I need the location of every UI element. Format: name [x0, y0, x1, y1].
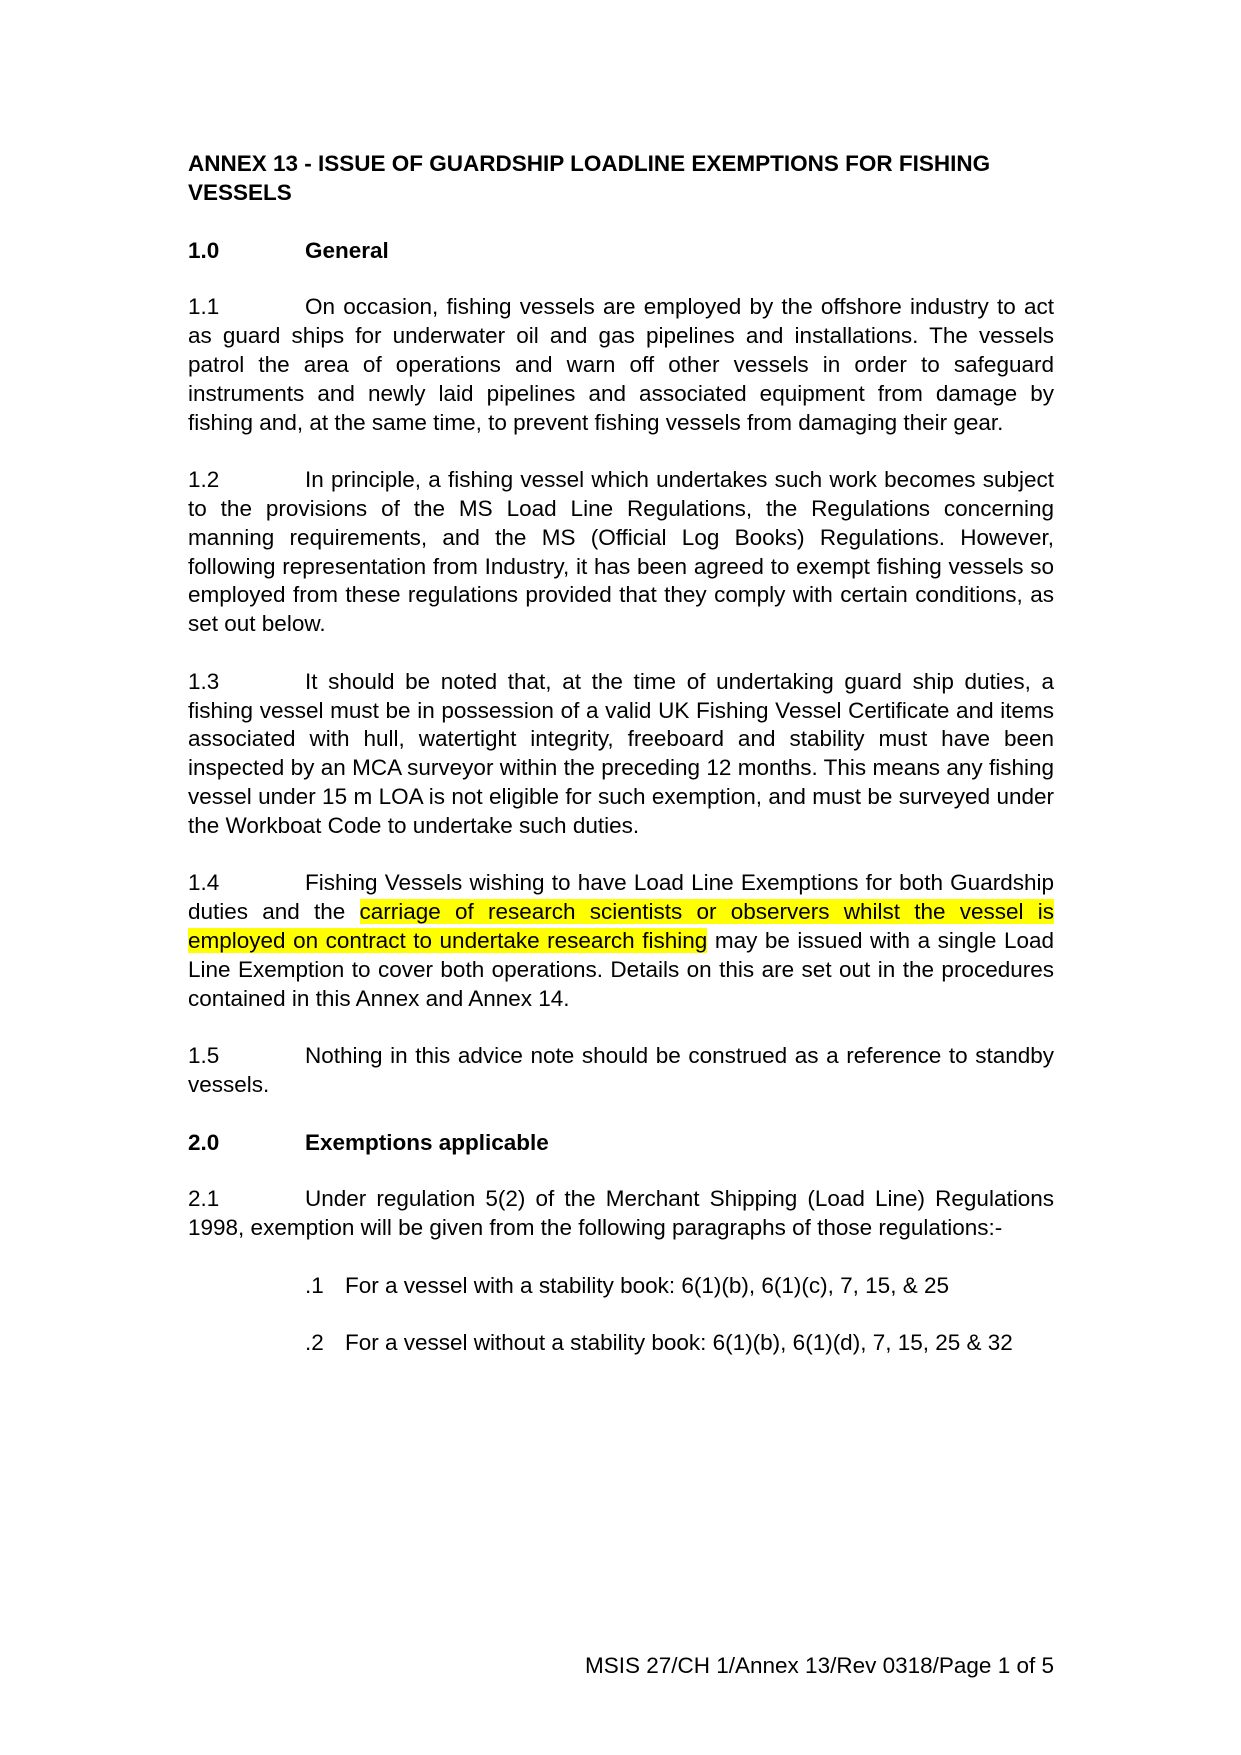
list-item-number: .2: [305, 1330, 324, 1356]
section-title: General: [305, 237, 389, 263]
paragraph-number: 1.4: [188, 870, 220, 896]
list-item-number: .1: [305, 1272, 324, 1298]
paragraph-text: Under regulation 5(2) of the Merchant Shipping (Load Line) Regulations 1998, exemption will be given from the following paragraphs of those regulations:-: [188, 1186, 1054, 1241]
paragraph-text-before: Fishing Vessels wishing to have Load Line Exemptions for both Guardship duties and the: [188, 870, 1054, 925]
section-number: 1.0: [188, 237, 220, 263]
section-heading-general: [188, 237, 1054, 266]
paragraph-number: 1.5: [188, 1043, 220, 1069]
highlighted-text: carriage of research scientists or observers whilst the vessel is employed on contract to undertake research fishing: [188, 899, 1054, 953]
list-item-text: For a vessel without a stability book: 6(1)(b), 6(1)(d), 7, 15, 25 & 32: [345, 1330, 1013, 1356]
paragraph-1-3: [188, 668, 1054, 841]
paragraph-text-after: may be issued with a single Load Line Exemption to cover both operations. Details on this are set out in the procedures contained in this Annex and Annex 14.: [188, 927, 1054, 1011]
paragraph-number: 2.1: [188, 1186, 220, 1212]
paragraph-text: Nothing in this advice note should be construed as a reference to standby vessels.: [188, 1043, 1054, 1097]
paragraph-1-5: [188, 1042, 1054, 1100]
paragraph-number: 1.1: [188, 294, 220, 320]
list-item: [305, 1329, 1054, 1358]
document-title: ANNEX 13 - ISSUE OF GUARDSHIP LOADLINE EXEMPTIONS FOR FISHING VESSELS: [188, 151, 991, 205]
paragraph-text: It should be noted that, at the time of undertaking guard ship duties, a fishing vessel must be in possession of a valid UK Fishing Vessel Certificate and items associated with hull, watertight integrity, freeboard and stability must have been inspected by an MCA surveyor within the preceding 12 months. This means any fishing vessel under 15 m LOA is not eligible for such exemption, and must be surveyed under the Workboat Code to undertake such duties.: [188, 668, 1054, 838]
section-heading-exemptions: [188, 1129, 1054, 1158]
list-item-text: For a vessel with a stability book: 6(1)(b), 6(1)(c), 7, 15, & 25: [345, 1272, 949, 1298]
paragraph-1-4: [188, 869, 1054, 1013]
section-number: 2.0: [188, 1129, 220, 1155]
page-footer: MSIS 27/CH 1/Annex 13/Rev 0318/Page 1 of 5: [584, 1653, 1054, 1678]
paragraph-text: On occasion, fishing vessels are employed by the offshore industry to act as guard ships for underwater oil and gas pipelines and installations. The vessels patrol the area of operations and warn off other vessels in order to safeguard instruments and newly laid pipelines and associated equipment from damage by fishing and, at the same time, to prevent fishing vessels from damaging their gear.: [188, 294, 1054, 435]
list-item: [305, 1272, 1054, 1301]
paragraph-number: 1.3: [188, 668, 220, 694]
paragraph-number: 1.2: [188, 467, 220, 493]
paragraph-1-1: [188, 293, 1054, 437]
section-title: Exemptions applicable: [305, 1129, 549, 1155]
paragraph-1-2: [188, 466, 1054, 639]
paragraph-2-1: [188, 1185, 1054, 1243]
document-page: [188, 150, 1054, 1387]
paragraph-text: In principle, a fishing vessel which undertakes such work becomes subject to the provisions of the MS Load Line Regulations, the Regulations concerning manning requirements, and the MS (Official Log Books) Regulations. However, following representation from Industry, it has been agreed to exempt fishing vessels so employed from these regulations provided that they comply with certain conditions, as set out below.: [188, 467, 1054, 637]
